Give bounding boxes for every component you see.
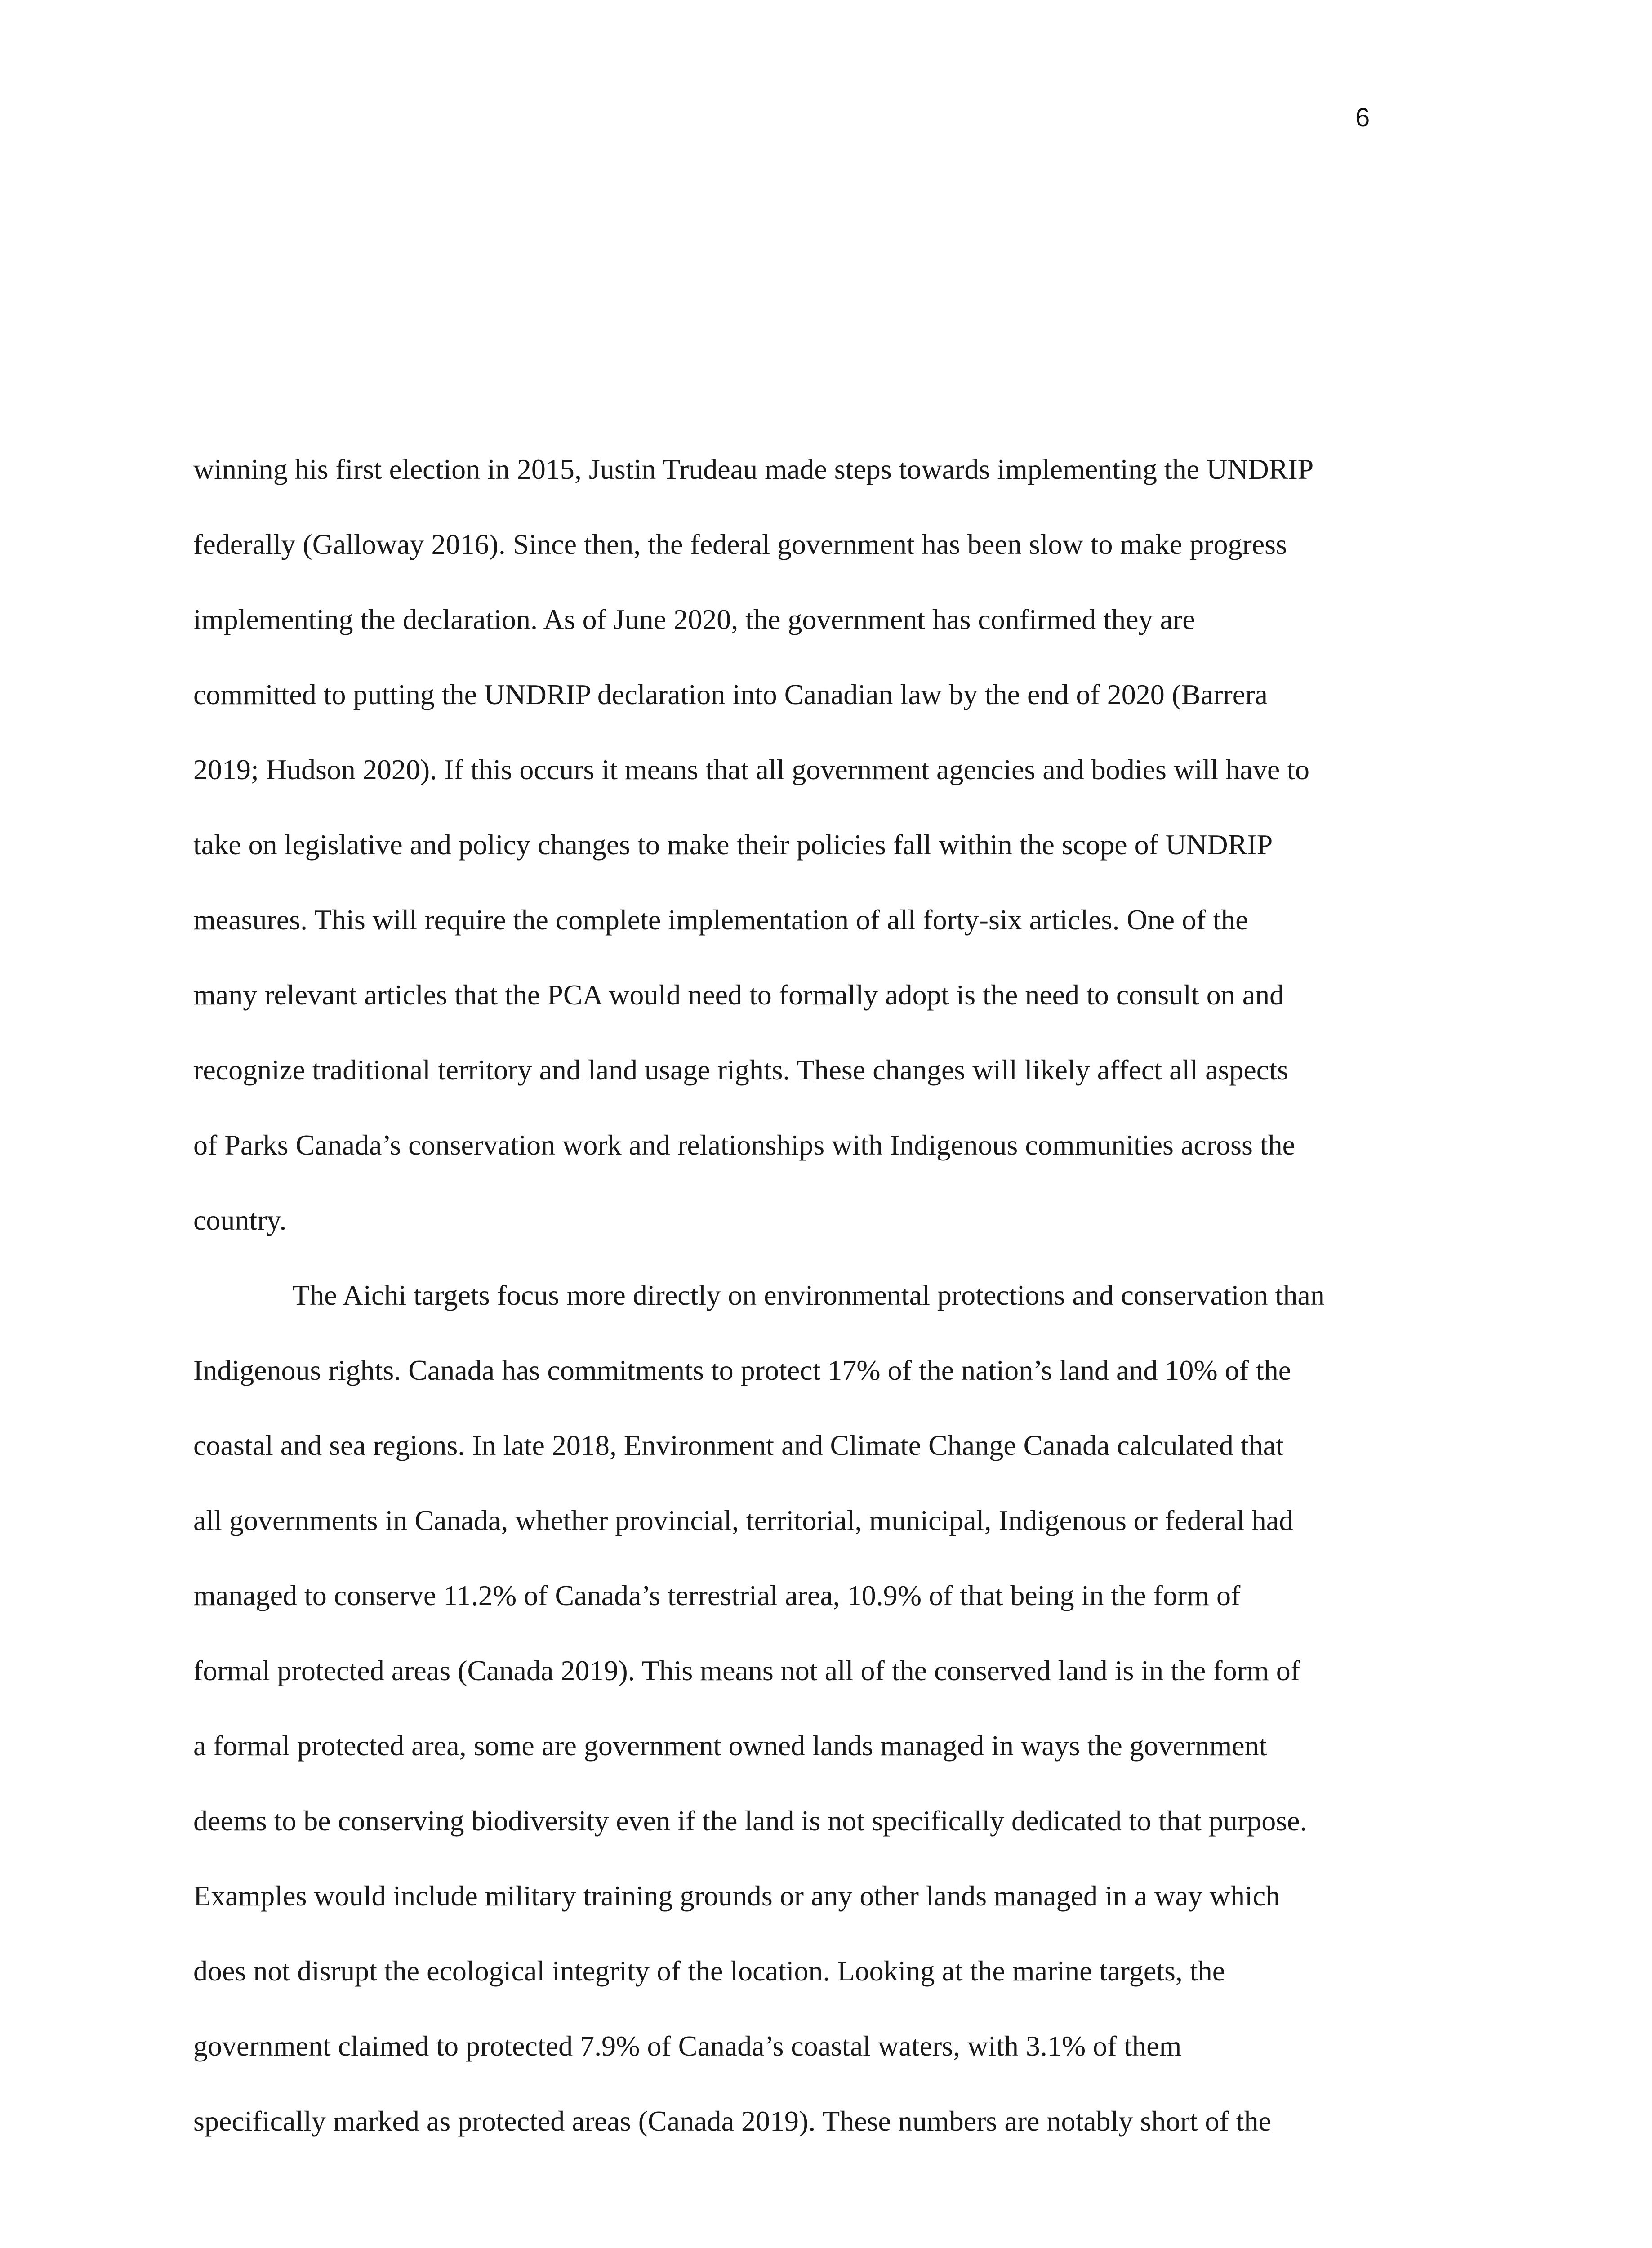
text-line: implementing the declaration. As of June 2020, the government has confirmed they are	[193, 603, 1195, 635]
text-line: The Aichi targets focus more directly on environmental protections and conservation than	[292, 1279, 1325, 1311]
text-line: measures. This will require the complete implementation of all forty-six articles. One of the	[193, 904, 1248, 936]
text-line: does not disrupt the ecological integrity of the location. Looking at the marine targets, the	[193, 1955, 1225, 1987]
text-line: government claimed to protected 7.9% of Canada’s coastal waters, with 3.1% of them	[193, 2030, 1182, 2062]
text-line: country.	[193, 1204, 287, 1236]
paragraph-undrip	[193, 432, 1461, 1258]
text-line: winning his first election in 2015, Justin Trudeau made steps towards implementing the UNDRIP	[193, 453, 1314, 485]
text-line: managed to conserve 11.2% of Canada’s terrestrial area, 10.9% of that being in the form of	[193, 1579, 1241, 1611]
body-text	[193, 432, 1461, 2159]
text-line: many relevant articles that the PCA would need to formally adopt is the need to consult on and	[193, 979, 1284, 1011]
text-line: coastal and sea regions. In late 2018, Environment and Climate Change Canada calculated that	[193, 1429, 1284, 1461]
text-line: recognize traditional territory and land usage rights. These changes will likely affect all aspects	[193, 1054, 1288, 1086]
text-line: deems to be conserving biodiversity even if the land is not specifically dedicated to that purpose.	[193, 1805, 1307, 1837]
text-line: a formal protected area, some are government owned lands managed in ways the government	[193, 1730, 1267, 1762]
text-line: Indigenous rights. Canada has commitments to protect 17% of the nation’s land and 10% of the	[193, 1354, 1291, 1386]
text-line: committed to putting the UNDRIP declaration into Canadian law by the end of 2020 (Barrera	[193, 678, 1268, 710]
text-line: take on legislative and policy changes to make their policies fall within the scope of UNDRIP	[193, 829, 1273, 861]
text-line: of Parks Canada’s conservation work and relationships with Indigenous communities across the	[193, 1129, 1296, 1161]
text-line: 2019; Hudson 2020). If this occurs it means that all government agencies and bodies will have to	[193, 754, 1309, 785]
paragraph-aichi-targets	[193, 1258, 1461, 2159]
text-line: all governments in Canada, whether provincial, territorial, municipal, Indigenous or federal had	[193, 1504, 1294, 1536]
text-line: Examples would include military training grounds or any other lands managed in a way which	[193, 1880, 1280, 1912]
text-line: specifically marked as protected areas (Canada 2019). These numbers are notably short of the	[193, 2105, 1271, 2137]
text-line: federally (Galloway 2016). Since then, the federal government has been slow to make progress	[193, 528, 1287, 560]
page-number: 6	[1355, 103, 1370, 132]
text-line: formal protected areas (Canada 2019). This means not all of the conserved land is in the form of	[193, 1655, 1300, 1686]
